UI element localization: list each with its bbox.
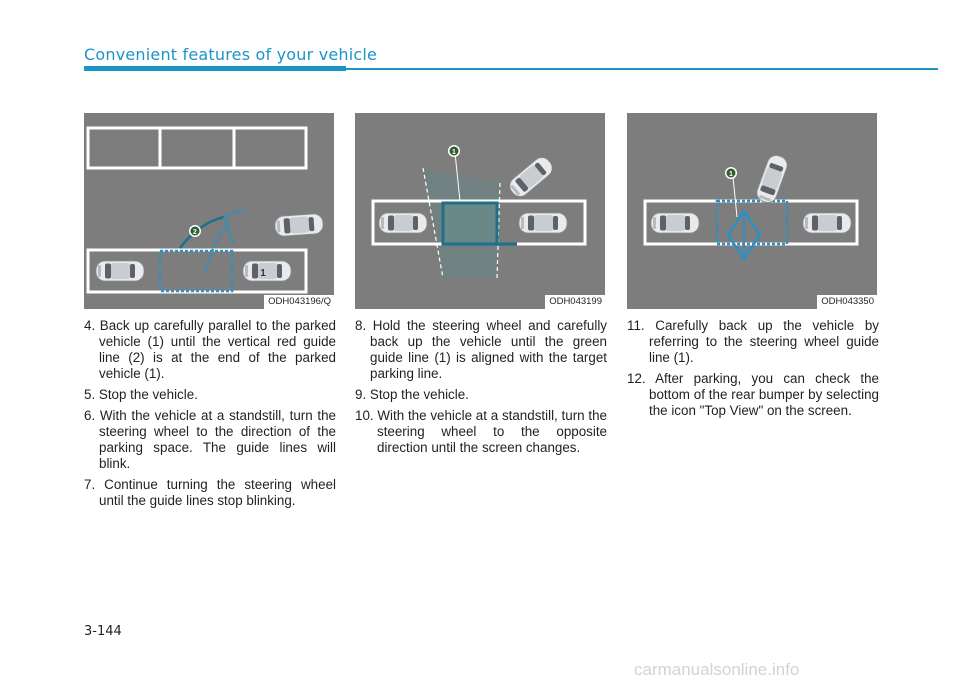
callout-2: 2 xyxy=(193,229,197,236)
column-3 xyxy=(627,318,879,424)
parked-car-right xyxy=(243,261,291,281)
step-7: 7. Continue turning the steering wheel until the guide lines stop blinking. xyxy=(84,477,336,508)
callout-1: 1 xyxy=(452,149,456,156)
step-10: 10. With the vehicle at a standstill, turn the steering wheel to the opposite direction until the screen changes. xyxy=(355,408,607,455)
column-2 xyxy=(355,318,607,461)
figure-parallel-approach xyxy=(84,113,334,309)
parked-car-right xyxy=(803,213,851,233)
callout-1: 1 xyxy=(260,268,266,279)
header-rule-thin xyxy=(346,68,938,70)
page-number: 3-144 xyxy=(84,624,122,639)
step-11: 11. Carefully back up the vehicle by referring to the steering wheel guide line (1). xyxy=(627,318,879,365)
step-6: 6. With the vehicle at a standstill, turn the steering wheel to the direction of the parking space. The guide lines will blink. xyxy=(84,408,336,471)
step-4: 4. Back up carefully parallel to the parked vehicle (1) until the vertical red guide line (2) is at the end of the parked vehicle (1). xyxy=(84,318,336,381)
watermark: carmanualsonline.info xyxy=(634,660,800,679)
reversing-car xyxy=(754,153,789,205)
callout-1: 1 xyxy=(729,171,733,178)
step-8: 8. Hold the steering wheel and carefully back up the vehicle until the green guide line (1) is aligned with the target parking line. xyxy=(355,318,607,381)
figure-code: ODH043196/Q xyxy=(264,295,334,309)
step-12: 12. After parking, you can check the bottom of the rear bumper by selecting the icon "Top View" on the screen. xyxy=(627,371,879,418)
figure-steering-guide xyxy=(627,113,877,309)
figure-align-guide xyxy=(355,113,605,309)
figure-code: ODH043199 xyxy=(545,295,605,309)
parked-car-left xyxy=(379,213,427,233)
step-5: 5. Stop the vehicle. xyxy=(84,387,198,402)
header-rule-thick xyxy=(84,66,346,71)
parked-car-left xyxy=(651,213,699,233)
figure-code: ODH043350 xyxy=(817,295,877,309)
column-1 xyxy=(84,318,336,514)
reversing-car xyxy=(274,213,323,236)
step-9: 9. Stop the vehicle. xyxy=(355,387,469,402)
parking-diagram-1 xyxy=(84,113,334,309)
reversing-car xyxy=(506,154,556,200)
parked-car-left xyxy=(96,261,144,281)
parked-car-right xyxy=(519,213,567,233)
section-title: Convenient features of your vehicle xyxy=(84,45,378,64)
parking-diagram-3 xyxy=(627,113,877,309)
parking-diagram-2 xyxy=(355,113,605,309)
